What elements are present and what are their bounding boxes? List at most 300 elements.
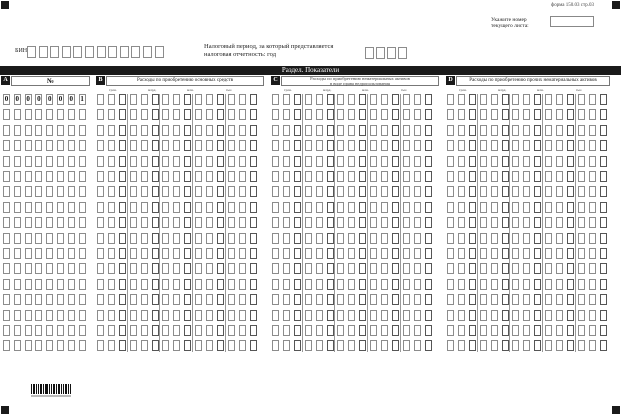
amount-digit-cell[interactable] <box>283 125 290 136</box>
amount-digit-cell[interactable] <box>108 279 115 290</box>
row-number-cell[interactable] <box>25 279 32 290</box>
amount-digit-cell[interactable] <box>578 94 585 105</box>
amount-digit-cell[interactable] <box>534 140 541 151</box>
amount-digit-cell[interactable] <box>272 202 279 213</box>
amount-digit-cell[interactable] <box>327 156 334 167</box>
amount-digit-cell[interactable] <box>534 279 541 290</box>
amount-digit-cell[interactable] <box>272 140 279 151</box>
amount-digit-cell[interactable] <box>359 171 366 182</box>
bin-digit-cell[interactable] <box>50 46 59 58</box>
amount-digit-cell[interactable] <box>108 140 115 151</box>
amount-digit-cell[interactable] <box>491 125 498 136</box>
row-number-cell[interactable] <box>79 109 86 120</box>
amount-digit-cell[interactable] <box>348 186 355 197</box>
amount-digit-cell[interactable] <box>545 186 552 197</box>
amount-digit-cell[interactable] <box>228 310 235 321</box>
amount-digit-cell[interactable] <box>316 340 323 351</box>
amount-digit-cell[interactable] <box>250 94 257 105</box>
amount-digit-cell[interactable] <box>469 140 476 151</box>
amount-digit-cell[interactable] <box>414 340 421 351</box>
amount-digit-cell[interactable] <box>545 94 552 105</box>
amount-digit-cell[interactable] <box>567 217 574 228</box>
amount-digit-cell[interactable] <box>152 263 159 274</box>
amount-digit-cell[interactable] <box>589 140 596 151</box>
bin-digit-cell[interactable] <box>155 46 164 58</box>
amount-digit-cell[interactable] <box>502 325 509 336</box>
amount-digit-cell[interactable] <box>512 140 519 151</box>
row-number-cell[interactable]: 0 <box>26 95 30 103</box>
amount-digit-cell[interactable] <box>162 186 169 197</box>
amount-digit-cell[interactable] <box>217 310 224 321</box>
amount-digit-cell[interactable] <box>370 263 377 274</box>
amount-digit-cell[interactable] <box>141 310 148 321</box>
amount-digit-cell[interactable] <box>545 325 552 336</box>
amount-digit-cell[interactable] <box>534 171 541 182</box>
amount-digit-cell[interactable] <box>206 325 213 336</box>
amount-digit-cell[interactable] <box>381 156 388 167</box>
amount-digit-cell[interactable] <box>589 125 596 136</box>
amount-digit-cell[interactable] <box>294 248 301 259</box>
amount-digit-cell[interactable] <box>534 94 541 105</box>
amount-digit-cell[interactable] <box>217 294 224 305</box>
amount-digit-cell[interactable] <box>97 156 104 167</box>
amount-digit-cell[interactable] <box>458 109 465 120</box>
row-number-cell[interactable] <box>35 109 42 120</box>
amount-digit-cell[interactable] <box>141 202 148 213</box>
amount-digit-cell[interactable] <box>130 310 137 321</box>
amount-digit-cell[interactable] <box>316 109 323 120</box>
amount-digit-cell[interactable] <box>523 202 530 213</box>
amount-digit-cell[interactable] <box>217 186 224 197</box>
amount-digit-cell[interactable] <box>425 125 432 136</box>
amount-digit-cell[interactable] <box>195 202 202 213</box>
amount-digit-cell[interactable] <box>359 202 366 213</box>
amount-digit-cell[interactable] <box>152 186 159 197</box>
amount-digit-cell[interactable] <box>567 202 574 213</box>
amount-digit-cell[interactable] <box>589 294 596 305</box>
row-number-cell[interactable] <box>3 109 10 120</box>
amount-digit-cell[interactable] <box>206 125 213 136</box>
amount-digit-cell[interactable] <box>392 109 399 120</box>
amount-digit-cell[interactable] <box>228 109 235 120</box>
amount-digit-cell[interactable] <box>141 156 148 167</box>
amount-digit-cell[interactable] <box>403 310 410 321</box>
amount-digit-cell[interactable] <box>523 263 530 274</box>
row-number-cell[interactable] <box>46 109 53 120</box>
amount-digit-cell[interactable] <box>184 140 191 151</box>
row-number-cell[interactable] <box>68 294 75 305</box>
amount-digit-cell[interactable] <box>567 340 574 351</box>
amount-digit-cell[interactable] <box>469 94 476 105</box>
amount-digit-cell[interactable] <box>348 279 355 290</box>
amount-digit-cell[interactable] <box>195 233 202 244</box>
amount-digit-cell[interactable] <box>348 340 355 351</box>
amount-digit-cell[interactable] <box>195 248 202 259</box>
amount-digit-cell[interactable] <box>567 186 574 197</box>
amount-digit-cell[interactable] <box>458 186 465 197</box>
amount-digit-cell[interactable] <box>370 171 377 182</box>
amount-digit-cell[interactable] <box>119 171 126 182</box>
amount-digit-cell[interactable] <box>556 202 563 213</box>
bin-digit-cell[interactable] <box>143 46 152 58</box>
amount-digit-cell[interactable] <box>119 294 126 305</box>
amount-digit-cell[interactable] <box>327 310 334 321</box>
amount-digit-cell[interactable] <box>152 340 159 351</box>
row-number-cell[interactable] <box>68 140 75 151</box>
row-number-cell[interactable] <box>57 233 64 244</box>
amount-digit-cell[interactable] <box>403 202 410 213</box>
amount-digit-cell[interactable] <box>567 325 574 336</box>
amount-digit-cell[interactable] <box>447 109 454 120</box>
amount-digit-cell[interactable] <box>469 325 476 336</box>
amount-digit-cell[interactable] <box>523 233 530 244</box>
amount-digit-cell[interactable] <box>512 294 519 305</box>
amount-digit-cell[interactable] <box>272 248 279 259</box>
row-number-cell[interactable] <box>79 202 86 213</box>
amount-digit-cell[interactable] <box>173 263 180 274</box>
amount-digit-cell[interactable] <box>392 202 399 213</box>
amount-digit-cell[interactable] <box>447 186 454 197</box>
amount-digit-cell[interactable] <box>141 263 148 274</box>
amount-digit-cell[interactable] <box>337 325 344 336</box>
amount-digit-cell[interactable] <box>141 140 148 151</box>
row-number-cell[interactable] <box>14 125 21 136</box>
amount-digit-cell[interactable] <box>206 156 213 167</box>
amount-digit-cell[interactable] <box>425 94 432 105</box>
amount-digit-cell[interactable] <box>294 217 301 228</box>
amount-digit-cell[interactable] <box>370 310 377 321</box>
amount-digit-cell[interactable] <box>162 263 169 274</box>
amount-digit-cell[interactable] <box>600 340 607 351</box>
amount-digit-cell[interactable] <box>491 310 498 321</box>
amount-digit-cell[interactable] <box>316 248 323 259</box>
amount-digit-cell[interactable] <box>108 186 115 197</box>
amount-digit-cell[interactable] <box>184 263 191 274</box>
amount-digit-cell[interactable] <box>327 202 334 213</box>
amount-digit-cell[interactable] <box>228 171 235 182</box>
amount-digit-cell[interactable] <box>447 233 454 244</box>
amount-digit-cell[interactable] <box>414 140 421 151</box>
amount-digit-cell[interactable] <box>184 310 191 321</box>
amount-digit-cell[interactable] <box>108 340 115 351</box>
amount-digit-cell[interactable] <box>173 94 180 105</box>
amount-digit-cell[interactable] <box>337 233 344 244</box>
amount-digit-cell[interactable] <box>447 340 454 351</box>
amount-digit-cell[interactable] <box>381 279 388 290</box>
amount-digit-cell[interactable] <box>392 140 399 151</box>
amount-digit-cell[interactable] <box>545 217 552 228</box>
amount-digit-cell[interactable] <box>491 233 498 244</box>
amount-digit-cell[interactable] <box>250 171 257 182</box>
amount-digit-cell[interactable] <box>272 217 279 228</box>
row-number-cell[interactable] <box>25 156 32 167</box>
amount-digit-cell[interactable] <box>480 340 487 351</box>
amount-digit-cell[interactable] <box>523 279 530 290</box>
row-number-cell[interactable] <box>57 310 64 321</box>
amount-digit-cell[interactable] <box>108 325 115 336</box>
amount-digit-cell[interactable] <box>239 325 246 336</box>
amount-digit-cell[interactable] <box>305 140 312 151</box>
row-number-cell[interactable] <box>25 325 32 336</box>
amount-digit-cell[interactable] <box>108 94 115 105</box>
amount-digit-cell[interactable] <box>119 186 126 197</box>
bin-digit-cell[interactable] <box>73 46 82 58</box>
amount-digit-cell[interactable] <box>425 217 432 228</box>
row-number-cell[interactable] <box>14 233 21 244</box>
amount-digit-cell[interactable] <box>217 325 224 336</box>
amount-digit-cell[interactable] <box>414 248 421 259</box>
amount-digit-cell[interactable] <box>206 171 213 182</box>
row-number-cell[interactable] <box>35 248 42 259</box>
amount-digit-cell[interactable] <box>381 171 388 182</box>
amount-digit-cell[interactable] <box>447 171 454 182</box>
row-number-cell[interactable] <box>79 140 86 151</box>
amount-digit-cell[interactable] <box>348 94 355 105</box>
amount-digit-cell[interactable] <box>141 125 148 136</box>
amount-digit-cell[interactable] <box>294 156 301 167</box>
amount-digit-cell[interactable] <box>119 156 126 167</box>
amount-digit-cell[interactable] <box>283 233 290 244</box>
amount-digit-cell[interactable] <box>141 186 148 197</box>
amount-digit-cell[interactable] <box>370 94 377 105</box>
row-number-cell[interactable] <box>79 325 86 336</box>
amount-digit-cell[interactable] <box>173 171 180 182</box>
amount-digit-cell[interactable] <box>173 202 180 213</box>
amount-digit-cell[interactable] <box>425 202 432 213</box>
amount-digit-cell[interactable] <box>195 325 202 336</box>
amount-digit-cell[interactable] <box>425 233 432 244</box>
amount-digit-cell[interactable] <box>556 294 563 305</box>
amount-digit-cell[interactable] <box>97 233 104 244</box>
amount-digit-cell[interactable] <box>403 340 410 351</box>
amount-digit-cell[interactable] <box>305 340 312 351</box>
amount-digit-cell[interactable] <box>491 156 498 167</box>
amount-digit-cell[interactable] <box>480 248 487 259</box>
amount-digit-cell[interactable] <box>97 186 104 197</box>
row-number-cell[interactable] <box>46 125 53 136</box>
row-number-cell[interactable] <box>46 310 53 321</box>
amount-digit-cell[interactable] <box>217 202 224 213</box>
amount-digit-cell[interactable] <box>283 156 290 167</box>
amount-digit-cell[interactable] <box>589 233 596 244</box>
row-number-cell[interactable] <box>79 279 86 290</box>
amount-digit-cell[interactable] <box>578 263 585 274</box>
row-number-cell[interactable] <box>57 156 64 167</box>
amount-digit-cell[interactable] <box>162 94 169 105</box>
amount-digit-cell[interactable] <box>305 263 312 274</box>
amount-digit-cell[interactable] <box>97 248 104 259</box>
amount-digit-cell[interactable] <box>272 340 279 351</box>
amount-digit-cell[interactable] <box>305 94 312 105</box>
amount-digit-cell[interactable] <box>512 279 519 290</box>
row-number-cell[interactable] <box>68 310 75 321</box>
row-number-cell[interactable]: 0 <box>15 95 20 103</box>
amount-digit-cell[interactable] <box>578 202 585 213</box>
amount-digit-cell[interactable] <box>480 186 487 197</box>
amount-digit-cell[interactable] <box>239 109 246 120</box>
amount-digit-cell[interactable] <box>130 325 137 336</box>
amount-digit-cell[interactable] <box>556 263 563 274</box>
amount-digit-cell[interactable] <box>512 263 519 274</box>
row-number-cell[interactable] <box>35 217 42 228</box>
row-number-cell[interactable]: 1 <box>80 95 84 103</box>
row-number-cell[interactable] <box>68 156 75 167</box>
amount-digit-cell[interactable] <box>589 156 596 167</box>
amount-digit-cell[interactable] <box>392 156 399 167</box>
amount-digit-cell[interactable] <box>512 310 519 321</box>
amount-digit-cell[interactable] <box>447 279 454 290</box>
amount-digit-cell[interactable] <box>206 310 213 321</box>
amount-digit-cell[interactable] <box>294 125 301 136</box>
amount-digit-cell[interactable] <box>152 248 159 259</box>
amount-digit-cell[interactable] <box>327 233 334 244</box>
row-number-cell[interactable] <box>57 217 64 228</box>
amount-digit-cell[interactable] <box>403 186 410 197</box>
amount-digit-cell[interactable] <box>556 186 563 197</box>
amount-digit-cell[interactable] <box>392 186 399 197</box>
amount-digit-cell[interactable] <box>337 171 344 182</box>
amount-digit-cell[interactable] <box>206 109 213 120</box>
amount-digit-cell[interactable] <box>130 171 137 182</box>
amount-digit-cell[interactable] <box>294 294 301 305</box>
amount-digit-cell[interactable] <box>195 294 202 305</box>
amount-digit-cell[interactable] <box>141 94 148 105</box>
amount-digit-cell[interactable] <box>119 202 126 213</box>
amount-digit-cell[interactable] <box>337 294 344 305</box>
amount-digit-cell[interactable] <box>250 156 257 167</box>
amount-digit-cell[interactable] <box>152 140 159 151</box>
amount-digit-cell[interactable] <box>316 186 323 197</box>
amount-digit-cell[interactable] <box>414 94 421 105</box>
amount-digit-cell[interactable] <box>294 340 301 351</box>
amount-digit-cell[interactable] <box>502 217 509 228</box>
amount-digit-cell[interactable] <box>545 263 552 274</box>
row-number-cell[interactable] <box>14 202 21 213</box>
amount-digit-cell[interactable] <box>272 279 279 290</box>
amount-digit-cell[interactable] <box>567 279 574 290</box>
amount-digit-cell[interactable] <box>119 109 126 120</box>
amount-digit-cell[interactable] <box>348 248 355 259</box>
amount-digit-cell[interactable] <box>327 294 334 305</box>
amount-digit-cell[interactable] <box>228 248 235 259</box>
amount-digit-cell[interactable] <box>173 109 180 120</box>
amount-digit-cell[interactable] <box>425 263 432 274</box>
amount-digit-cell[interactable] <box>491 294 498 305</box>
amount-digit-cell[interactable] <box>458 233 465 244</box>
amount-digit-cell[interactable] <box>316 263 323 274</box>
row-number-cell[interactable] <box>3 325 10 336</box>
amount-digit-cell[interactable] <box>414 202 421 213</box>
amount-digit-cell[interactable] <box>556 325 563 336</box>
amount-digit-cell[interactable] <box>502 109 509 120</box>
row-number-cell[interactable] <box>57 340 64 351</box>
amount-digit-cell[interactable] <box>392 94 399 105</box>
row-number-cell[interactable] <box>35 233 42 244</box>
amount-digit-cell[interactable] <box>414 125 421 136</box>
row-number-cell[interactable] <box>25 217 32 228</box>
row-number-cell[interactable] <box>14 248 21 259</box>
amount-digit-cell[interactable] <box>491 140 498 151</box>
amount-digit-cell[interactable] <box>108 310 115 321</box>
amount-digit-cell[interactable] <box>152 233 159 244</box>
amount-digit-cell[interactable] <box>534 217 541 228</box>
amount-digit-cell[interactable] <box>97 325 104 336</box>
row-number-cell[interactable] <box>68 233 75 244</box>
amount-digit-cell[interactable] <box>239 294 246 305</box>
amount-digit-cell[interactable] <box>195 263 202 274</box>
amount-digit-cell[interactable] <box>228 186 235 197</box>
bin-digit-cell[interactable] <box>62 46 71 58</box>
amount-digit-cell[interactable] <box>425 310 432 321</box>
amount-digit-cell[interactable] <box>206 248 213 259</box>
amount-digit-cell[interactable] <box>480 125 487 136</box>
amount-digit-cell[interactable] <box>316 94 323 105</box>
amount-digit-cell[interactable] <box>359 233 366 244</box>
amount-digit-cell[interactable] <box>567 171 574 182</box>
row-number-cell[interactable] <box>57 171 64 182</box>
row-number-cell[interactable] <box>3 202 10 213</box>
amount-digit-cell[interactable] <box>534 125 541 136</box>
amount-digit-cell[interactable] <box>403 125 410 136</box>
amount-digit-cell[interactable] <box>523 248 530 259</box>
amount-digit-cell[interactable] <box>217 279 224 290</box>
amount-digit-cell[interactable] <box>250 217 257 228</box>
amount-digit-cell[interactable] <box>567 310 574 321</box>
amount-digit-cell[interactable] <box>316 125 323 136</box>
amount-digit-cell[interactable] <box>305 325 312 336</box>
amount-digit-cell[interactable] <box>97 217 104 228</box>
amount-digit-cell[interactable] <box>173 248 180 259</box>
row-number-cell[interactable] <box>79 263 86 274</box>
amount-digit-cell[interactable] <box>327 186 334 197</box>
amount-digit-cell[interactable] <box>578 125 585 136</box>
row-number-cell[interactable] <box>14 325 21 336</box>
amount-digit-cell[interactable] <box>239 186 246 197</box>
amount-digit-cell[interactable] <box>545 233 552 244</box>
amount-digit-cell[interactable] <box>294 140 301 151</box>
amount-digit-cell[interactable] <box>184 156 191 167</box>
amount-digit-cell[interactable] <box>130 140 137 151</box>
amount-digit-cell[interactable] <box>283 340 290 351</box>
amount-digit-cell[interactable] <box>250 202 257 213</box>
amount-digit-cell[interactable] <box>469 248 476 259</box>
amount-digit-cell[interactable] <box>327 340 334 351</box>
amount-digit-cell[interactable] <box>130 340 137 351</box>
amount-digit-cell[interactable] <box>184 325 191 336</box>
amount-digit-cell[interactable] <box>283 186 290 197</box>
row-number-cell[interactable] <box>57 186 64 197</box>
amount-digit-cell[interactable] <box>348 217 355 228</box>
amount-digit-cell[interactable] <box>141 233 148 244</box>
row-number-cell[interactable] <box>14 140 21 151</box>
amount-digit-cell[interactable] <box>152 325 159 336</box>
amount-digit-cell[interactable] <box>578 340 585 351</box>
amount-digit-cell[interactable] <box>403 171 410 182</box>
row-number-cell[interactable] <box>57 294 64 305</box>
row-number-cell[interactable] <box>14 217 21 228</box>
amount-digit-cell[interactable] <box>523 294 530 305</box>
amount-digit-cell[interactable] <box>469 171 476 182</box>
row-number-cell[interactable] <box>25 171 32 182</box>
amount-digit-cell[interactable] <box>97 94 104 105</box>
amount-digit-cell[interactable] <box>108 294 115 305</box>
row-number-cell[interactable] <box>25 109 32 120</box>
amount-digit-cell[interactable] <box>337 217 344 228</box>
amount-digit-cell[interactable] <box>502 233 509 244</box>
row-number-cell[interactable] <box>35 340 42 351</box>
amount-digit-cell[interactable] <box>130 156 137 167</box>
amount-digit-cell[interactable] <box>600 109 607 120</box>
